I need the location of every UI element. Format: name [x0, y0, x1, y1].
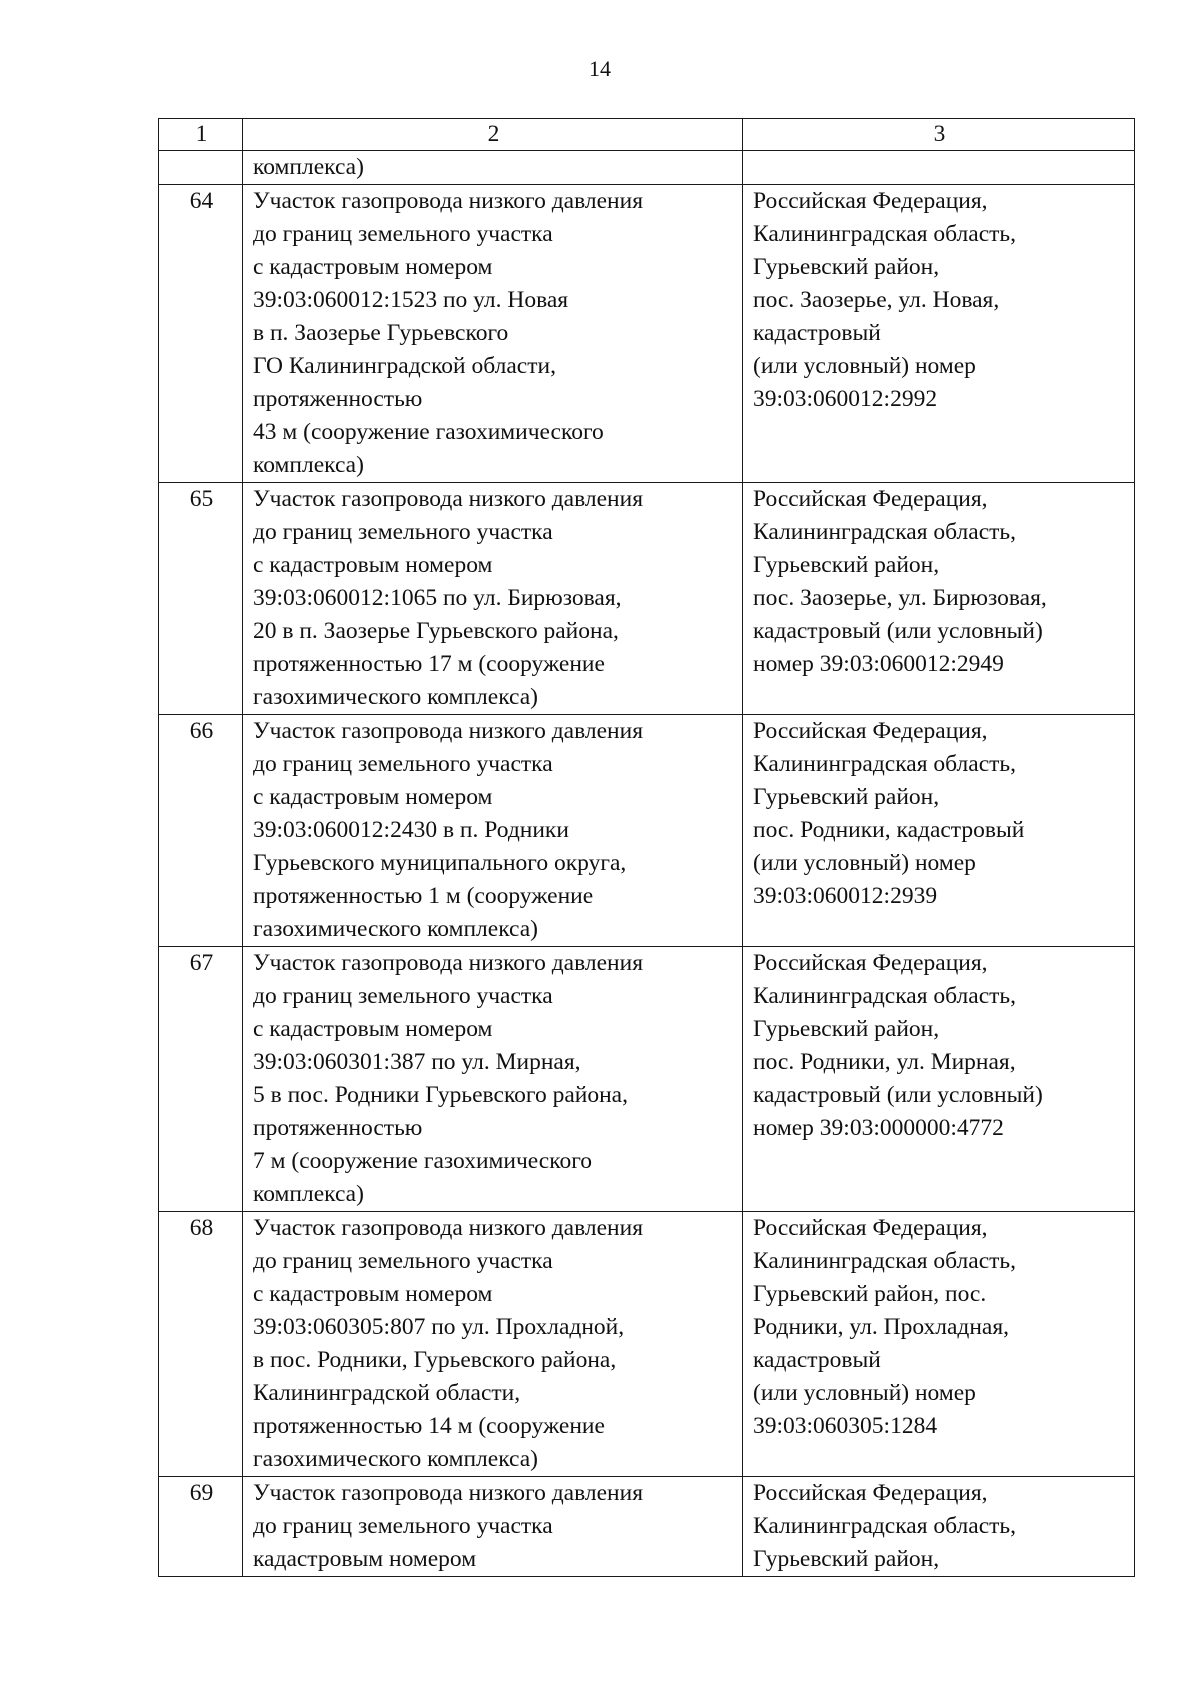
table-row [159, 947, 1135, 1212]
address-line: Гурьевский район, [753, 254, 940, 280]
object-description [243, 1212, 743, 1477]
row-number: 69 [159, 1477, 243, 1577]
description-line: протяженностью 17 м (сооружение [253, 651, 605, 677]
address-line: Российская Федерация, [753, 1480, 988, 1506]
address-line: номер 39:03:000000:4772 [753, 1115, 1004, 1141]
object-description [243, 947, 743, 1212]
address-line: 39:03:060012:2939 [753, 883, 938, 909]
description-line: с кадастровым номером [253, 1016, 493, 1042]
description-line: 39:03:060012:1065 по ул. Бирюзовая, [253, 585, 622, 611]
address-line: Российская Федерация, [753, 188, 988, 214]
address-line: Калининградская область, [753, 751, 1016, 777]
address-line: Калининградская область, [753, 1513, 1016, 1539]
description-line: Участок газопровода низкого давления [253, 1215, 644, 1241]
description-line: до границ земельного участка [253, 1248, 553, 1274]
description-line: до границ земельного участка [253, 221, 553, 247]
description-line: 39:03:060012:2430 в п. Родники [253, 817, 569, 843]
description-line: комплекса) [253, 452, 364, 478]
row-number: 65 [159, 483, 243, 715]
object-address [743, 947, 1135, 1212]
row-number [159, 151, 243, 185]
row-number: 67 [159, 947, 243, 1212]
address-line: пос. Родники, кадастровый [753, 817, 1025, 843]
description-line: газохимического комплекса) [253, 684, 539, 710]
table-row [159, 715, 1135, 947]
description-line: 20 в п. Заозерье Гурьевского района, [253, 618, 619, 644]
table-row [159, 185, 1135, 483]
address-line: 39:03:060012:2992 [753, 386, 938, 412]
page-number: 14 [589, 56, 611, 81]
register-table [158, 118, 1135, 1577]
object-description [243, 185, 743, 483]
object-address [743, 185, 1135, 483]
address-line: пос. Родники, ул. Мирная, [753, 1049, 1016, 1075]
address-line: Калининградская область, [753, 221, 1016, 247]
description-line: 39:03:060012:1523 по ул. Новая [253, 287, 569, 313]
address-line: Родники, ул. Прохладная, [753, 1314, 1010, 1340]
address-line: Гурьевский район, пос. [753, 1281, 987, 1307]
table-row [159, 1477, 1135, 1577]
description-line: протяженностью 14 м (сооружение [253, 1413, 605, 1439]
description-line: кадастровым номером [253, 1546, 477, 1572]
description-line: в пос. Родники, Гурьевского района, [253, 1347, 617, 1373]
description-line: 5 в пос. Родники Гурьевского района, [253, 1082, 628, 1108]
column-header-description: 2 [243, 119, 743, 151]
address-line: Российская Федерация, [753, 486, 988, 512]
address-line: 39:03:060305:1284 [753, 1413, 938, 1439]
description-line: с кадастровым номером [253, 552, 493, 578]
description-line: 7 м (сооружение газохимического [253, 1148, 593, 1174]
object-address [743, 1212, 1135, 1477]
table-row [159, 483, 1135, 715]
object-address [743, 1477, 1135, 1577]
table-row [159, 1212, 1135, 1477]
address-line: Российская Федерация, [753, 718, 988, 744]
description-line: Калининградской области, [253, 1380, 521, 1406]
table-row [159, 151, 1135, 185]
address-line: Калининградская область, [753, 1248, 1016, 1274]
description-line: ГО Калининградской области, [253, 353, 556, 379]
address-line: кадастровый (или условный) [753, 618, 1043, 644]
description-line: 39:03:060301:387 по ул. Мирная, [253, 1049, 581, 1075]
address-line: Гурьевский район, [753, 1546, 940, 1572]
address-line: (или условный) номер [753, 353, 976, 379]
address-line: (или условный) номер [753, 850, 976, 876]
description-line: с кадастровым номером [253, 1281, 493, 1307]
object-description [243, 715, 743, 947]
description-line: 39:03:060305:807 по ул. Прохладной, [253, 1314, 625, 1340]
address-line: кадастровый [753, 320, 881, 346]
object-address [743, 151, 1135, 185]
description-line: Участок газопровода низкого давления [253, 486, 644, 512]
description-line: Участок газопровода низкого давления [253, 950, 644, 976]
address-line: пос. Заозерье, ул. Новая, [753, 287, 1000, 313]
object-address [743, 483, 1135, 715]
address-line: номер 39:03:060012:2949 [753, 651, 1004, 677]
description-line: до границ земельного участка [253, 751, 553, 777]
object-description [243, 151, 743, 185]
description-line: с кадастровым номером [253, 254, 493, 280]
address-line: Гурьевский район, [753, 552, 940, 578]
row-number: 64 [159, 185, 243, 483]
description-line: 43 м (сооружение газохимического [253, 419, 604, 445]
description-line: до границ земельного участка [253, 983, 553, 1009]
table-header-row [159, 119, 1135, 151]
address-line: (или условный) номер [753, 1380, 976, 1406]
address-line: Калининградская область, [753, 983, 1016, 1009]
description-line: протяженностью [253, 386, 423, 412]
address-line: кадастровый [753, 1347, 881, 1373]
address-line: Российская Федерация, [753, 950, 988, 976]
object-description [243, 483, 743, 715]
description-line: газохимического комплекса) [253, 916, 539, 942]
object-description [243, 1477, 743, 1577]
description-line: до границ земельного участка [253, 1513, 553, 1539]
description-line: комплекса) [253, 1181, 364, 1207]
address-line: Российская Федерация, [753, 1215, 988, 1241]
row-number: 66 [159, 715, 243, 947]
description-line: газохимического комплекса) [253, 1446, 539, 1472]
column-header-address: 3 [743, 119, 1135, 151]
address-line: Гурьевский район, [753, 784, 940, 810]
description-line: Гурьевского муниципального округа, [253, 850, 627, 876]
description-line: Участок газопровода низкого давления [253, 1480, 644, 1506]
description-line: Участок газопровода низкого давления [253, 718, 644, 744]
description-line: в п. Заозерье Гурьевского [253, 320, 509, 346]
description-line: до границ земельного участка [253, 519, 553, 545]
description-line: с кадастровым номером [253, 784, 493, 810]
address-line: кадастровый (или условный) [753, 1082, 1043, 1108]
object-address [743, 715, 1135, 947]
row-number: 68 [159, 1212, 243, 1477]
address-line: Гурьевский район, [753, 1016, 940, 1042]
description-line: Участок газопровода низкого давления [253, 188, 644, 214]
description-line: протяженностью [253, 1115, 423, 1141]
address-line: пос. Заозерье, ул. Бирюзовая, [753, 585, 1047, 611]
address-line: Калининградская область, [753, 519, 1016, 545]
column-header-number: 1 [159, 119, 243, 151]
description-line: комплекса) [253, 154, 364, 180]
description-line: протяженностью 1 м (сооружение [253, 883, 594, 909]
